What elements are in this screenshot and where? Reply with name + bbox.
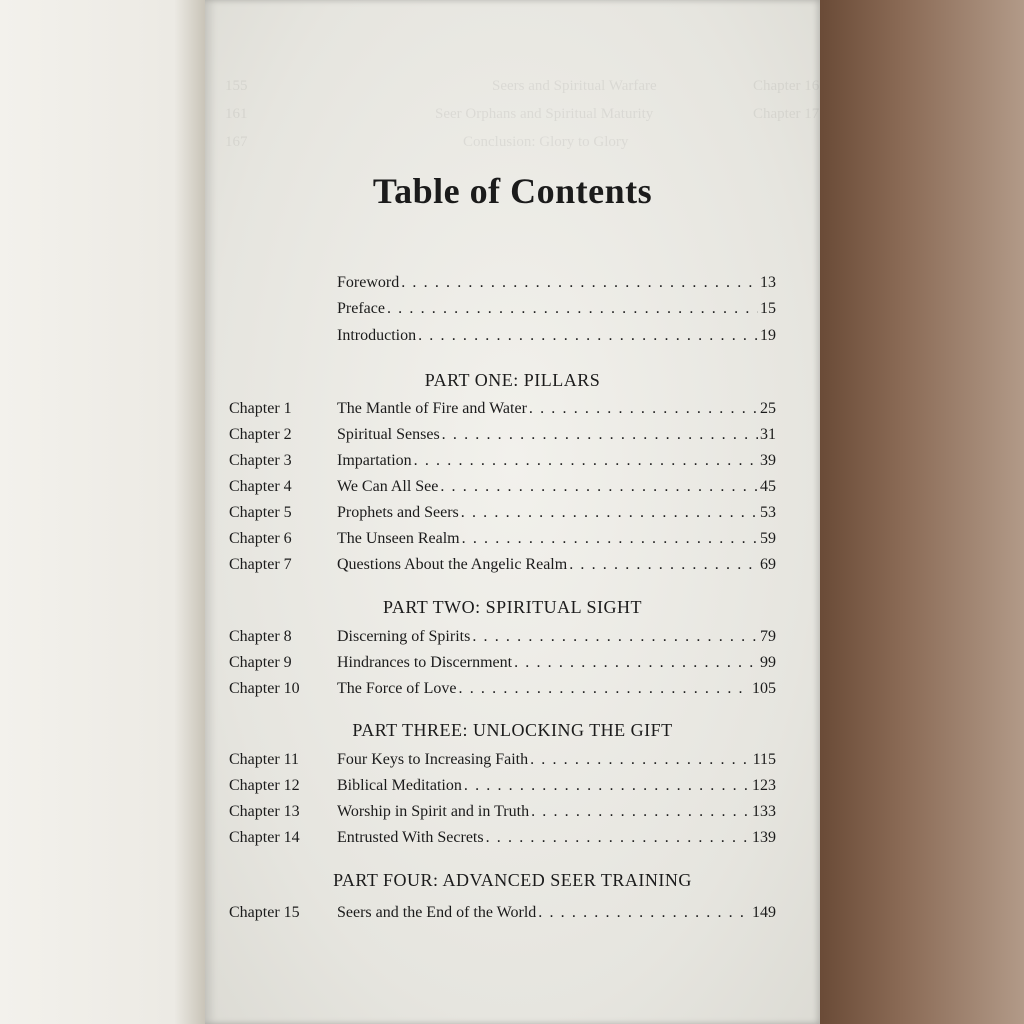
entry-title: The Mantle of Fire and Water xyxy=(337,400,527,417)
dot-leader xyxy=(414,448,758,474)
dot-leader xyxy=(442,422,758,448)
toc-entry-line xyxy=(337,296,776,322)
bleed-through-text: 155 xyxy=(225,78,248,94)
page-number: 45 xyxy=(760,478,776,495)
entry-title: Seers and the End of the World xyxy=(337,904,537,921)
toc-entry-line xyxy=(337,500,776,526)
dot-leader xyxy=(440,474,758,500)
dot-leader xyxy=(461,500,758,526)
toc-entry xyxy=(205,799,820,825)
page-number: 19 xyxy=(760,327,776,344)
toc-entry xyxy=(205,422,820,448)
toc-entry-line xyxy=(337,624,776,650)
bleed-through-text: 161 xyxy=(225,106,248,122)
entry-title: Discerning of Spirits xyxy=(337,628,471,645)
toc-entry xyxy=(205,900,820,926)
entry-title: We Can All See xyxy=(337,478,439,495)
dot-leader xyxy=(387,296,758,322)
chapter-label: Chapter 15 xyxy=(229,904,300,921)
toc-entry-line xyxy=(337,825,776,851)
page-number: 79 xyxy=(760,628,776,645)
dot-leader xyxy=(459,676,750,702)
toc-entry-line xyxy=(337,323,776,349)
entry-title: Hindrances to Discernment xyxy=(337,654,513,671)
chapter-label: Chapter 14 xyxy=(229,829,300,846)
page-number: 133 xyxy=(752,803,776,820)
toc-entry-line xyxy=(337,747,776,773)
toc-entry xyxy=(205,270,820,296)
bleed-through-text: Chapter 16 xyxy=(753,78,820,94)
toc-entry xyxy=(205,676,820,702)
toc-entry-line xyxy=(337,773,776,799)
toc-entry xyxy=(205,448,820,474)
page-number: 13 xyxy=(760,274,776,291)
toc-entry xyxy=(205,296,820,322)
entry-title: Prophets and Seers xyxy=(337,504,459,521)
dot-leader xyxy=(569,552,758,578)
toc-entry xyxy=(205,825,820,851)
toc-entry-line xyxy=(337,396,776,422)
chapter-label: Chapter 12 xyxy=(229,777,300,794)
chapter-label: Chapter 7 xyxy=(229,556,292,573)
dot-leader xyxy=(538,900,750,926)
part-heading: PART THREE: UNLOCKING THE GIFT xyxy=(352,720,673,740)
chapter-label: Chapter 2 xyxy=(229,426,292,443)
toc-entry xyxy=(205,773,820,799)
dot-leader xyxy=(401,270,758,296)
toc-entry-line xyxy=(337,526,776,552)
toc-entry-line xyxy=(337,448,776,474)
toc-entry-line xyxy=(337,799,776,825)
chapter-label: Chapter 6 xyxy=(229,530,292,547)
entry-title: Foreword xyxy=(337,274,400,291)
entry-title: Entrusted With Secrets xyxy=(337,829,484,846)
entry-title: Preface xyxy=(337,300,385,317)
book-page xyxy=(205,0,820,1024)
toc-entry xyxy=(205,323,820,349)
chapter-label: Chapter 3 xyxy=(229,452,292,469)
dot-leader xyxy=(462,526,758,552)
page-number: 69 xyxy=(760,556,776,573)
page-number: 39 xyxy=(760,452,776,469)
toc-entry-line xyxy=(337,676,776,702)
dot-leader xyxy=(529,396,758,422)
dot-leader xyxy=(486,825,750,851)
entry-title: The Unseen Realm xyxy=(337,530,460,547)
chapter-label: Chapter 10 xyxy=(229,680,300,697)
page-number: 123 xyxy=(752,777,776,794)
toc-entry-line xyxy=(337,270,776,296)
page-number: 31 xyxy=(760,426,776,443)
chapter-label: Chapter 13 xyxy=(229,803,300,820)
part-heading: PART TWO: SPIRITUAL SIGHT xyxy=(383,597,642,617)
page-number: 25 xyxy=(760,400,776,417)
page-number: 149 xyxy=(752,904,776,921)
dot-leader xyxy=(464,773,750,799)
entry-title: Impartation xyxy=(337,452,412,469)
entry-title: Questions About the Angelic Realm xyxy=(337,556,568,573)
part-heading: PART FOUR: ADVANCED SEER TRAINING xyxy=(333,870,692,890)
entry-title: Biblical Meditation xyxy=(337,777,462,794)
toc-entry-line xyxy=(337,552,776,578)
dot-leader xyxy=(472,624,758,650)
toc-entry-line xyxy=(337,422,776,448)
chapter-label: Chapter 8 xyxy=(229,628,292,645)
chapter-label: Chapter 9 xyxy=(229,654,292,671)
toc-entry xyxy=(205,526,820,552)
chapter-label: Chapter 11 xyxy=(229,751,300,768)
chapter-label: Chapter 5 xyxy=(229,504,292,521)
page-number: 59 xyxy=(760,530,776,547)
toc-entry xyxy=(205,500,820,526)
background-right xyxy=(820,0,1024,1024)
toc-entry xyxy=(205,650,820,676)
page-title: Table of Contents xyxy=(372,171,653,211)
page-number: 99 xyxy=(760,654,776,671)
toc-entry xyxy=(205,624,820,650)
bleed-through-text: Seers and Spiritual Warfare xyxy=(492,78,657,94)
entry-title: Introduction xyxy=(337,327,417,344)
chapter-label: Chapter 1 xyxy=(229,400,292,417)
chapter-label: Chapter 4 xyxy=(229,478,292,495)
entry-title: Spiritual Senses xyxy=(337,426,440,443)
dot-leader xyxy=(530,747,751,773)
entry-title: Worship in Spirit and in Truth xyxy=(337,803,530,820)
toc-entry xyxy=(205,396,820,422)
toc-entry xyxy=(205,552,820,578)
entry-title: Four Keys to Increasing Faith xyxy=(337,751,529,768)
background-left xyxy=(0,0,205,1024)
entry-title: The Force of Love xyxy=(337,680,457,697)
toc-entry xyxy=(205,747,820,773)
dot-leader xyxy=(514,650,758,676)
page-number: 139 xyxy=(752,829,776,846)
page-number: 115 xyxy=(752,751,776,768)
part-heading: PART ONE: PILLARS xyxy=(424,370,601,390)
page-number: 15 xyxy=(760,300,776,317)
page-number: 53 xyxy=(760,504,776,521)
bleed-through-text: Seer Orphans and Spiritual Maturity xyxy=(435,106,654,122)
toc-entry-line xyxy=(337,650,776,676)
dot-leader xyxy=(531,799,750,825)
bleed-through-text: Conclusion: Glory to Glory xyxy=(463,134,629,150)
bleed-through-text: Chapter 17 xyxy=(753,106,820,122)
page-number: 105 xyxy=(752,680,776,697)
toc-entry-line xyxy=(337,474,776,500)
bleed-through-text: 167 xyxy=(225,134,248,150)
toc-entry-line xyxy=(337,900,776,926)
toc-entry xyxy=(205,474,820,500)
dot-leader xyxy=(418,323,758,349)
